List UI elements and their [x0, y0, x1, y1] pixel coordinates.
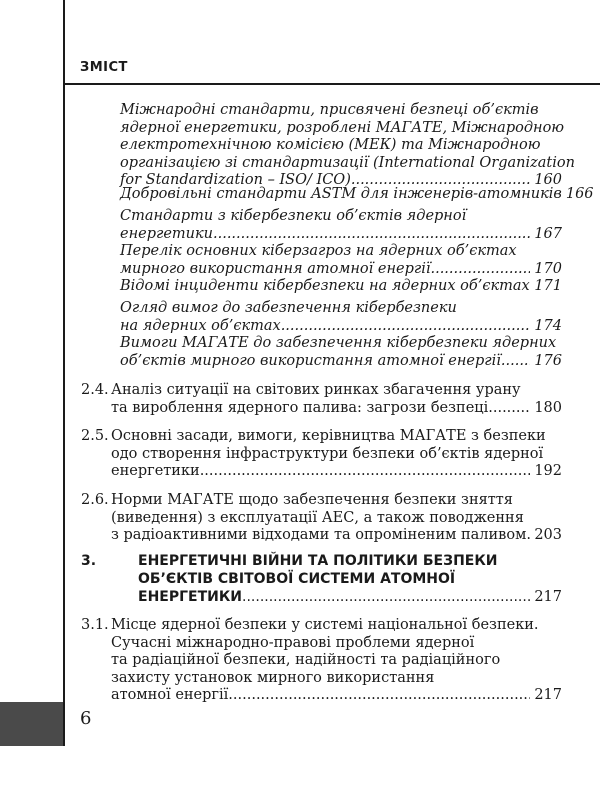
toc-page-number: 176	[534, 352, 562, 369]
toc-section-entry[interactable]	[81, 382, 562, 417]
toc-page-number: 171	[534, 278, 562, 294]
toc-entry-text: (виведення) з експлуатації АЕС, а також поводження	[111, 509, 524, 526]
toc-entry-line	[120, 353, 562, 371]
page-header-title: ЗМІСТ	[80, 60, 128, 75]
toc-entry-line	[120, 243, 562, 261]
dot-leader	[501, 353, 530, 371]
toc-entry-line	[120, 226, 562, 244]
toc-page-number: 160	[534, 172, 562, 188]
toc-entry-text: Добровільні стандарти ASTM для інженерів-атомників	[120, 186, 562, 202]
toc-entry-line	[111, 617, 562, 635]
toc-entry-line	[111, 428, 562, 446]
toc-page-number: 174	[534, 317, 562, 334]
toc-page-number: 217	[534, 589, 562, 605]
dot-leader	[228, 687, 530, 705]
toc-chapter-entry[interactable]	[81, 552, 562, 606]
toc-section-entry[interactable]	[81, 617, 562, 705]
toc-entry-text: та радіаційної безпеки, надійності та радіаційного	[111, 652, 501, 668]
toc-entry-text: з радіоактивними відходами та опроміненим паливом	[111, 527, 527, 543]
toc-subentry[interactable]	[120, 335, 562, 370]
toc-section-body	[111, 617, 562, 705]
toc-section-number: 2.4.	[81, 382, 109, 398]
toc-subentry[interactable]	[120, 208, 562, 243]
toc-section-entry[interactable]	[81, 428, 562, 481]
toc-section-entry[interactable]	[81, 492, 562, 545]
dot-leader	[281, 318, 531, 336]
page-corner-bar	[0, 702, 63, 746]
toc-page-number: 217	[534, 687, 562, 703]
toc-entry-line	[111, 446, 562, 464]
toc-subentry[interactable]	[120, 186, 594, 204]
toc-entry-text: енергетики	[111, 463, 200, 479]
toc-section-number: 2.5.	[81, 428, 109, 444]
toc-entry-line	[138, 552, 562, 570]
toc-section-body	[111, 428, 562, 481]
dot-leader	[242, 588, 530, 606]
left-border-line	[63, 0, 65, 746]
toc-entry-text: Стандарти з кібербезпеки об’єктів ядерної	[120, 208, 467, 224]
toc-entry-line	[111, 687, 562, 705]
toc-entry-text: Аналіз ситуації на світових ринках збагачення урану	[111, 382, 521, 398]
toc-entry-text: на ядерних об’єктах	[120, 317, 281, 334]
toc-entry-text: одо створення інфраструктури безпеки об’єктів ядерної	[111, 445, 544, 462]
toc-entry-text: Норми МАГАТЕ щодо забезпечення безпеки зняття	[111, 492, 513, 508]
toc-entry-text: Вимоги МАГАТЕ до забезпечення кібербезпеки ядерних	[120, 335, 557, 351]
toc-entry-text: енергетики	[120, 225, 213, 242]
toc-chapter-number: 3.	[81, 553, 97, 569]
toc-entry-text: ОБ’ЄКТІВ СВІТОВОЇ СИСТЕМИ АТОМНОЇ	[138, 571, 456, 587]
toc-entry-line	[120, 137, 562, 155]
toc-entry-text: мирного використання атомної енергії	[120, 260, 431, 277]
toc-section-number: 2.6.	[81, 492, 109, 508]
toc-entry-text: атомної енергії	[111, 687, 229, 703]
dot-leader	[488, 400, 530, 418]
toc-entry-line	[111, 652, 562, 670]
toc-page-number: 166	[565, 186, 594, 202]
toc-entry-line	[120, 119, 565, 138]
toc-entry-text: Основні засади, вимоги, керівництва МАГАТЕ з безпеки	[111, 428, 546, 444]
toc-entry-line	[111, 527, 562, 545]
toc-entry-line	[138, 588, 562, 606]
toc-entry-text: Місце ядерної безпеки у системі національної безпеки.	[111, 617, 539, 633]
toc-entry-text: Відомі інциденти кібербезпеки на ядерних об’єктах	[120, 278, 530, 294]
toc-entry-text: Міжнародні стандарти, присвячені безпеці об’єктів	[120, 102, 539, 118]
toc-subentry[interactable]	[120, 102, 575, 190]
toc-entry-line	[120, 300, 562, 318]
toc-entry-line	[120, 318, 562, 336]
toc-entry-text: for Standardization – ISO/ ICO).	[120, 172, 356, 188]
toc-entry-text: Перелік основних кіберзагроз на ядерних об’єктах	[120, 243, 517, 259]
toc-entry-line	[120, 278, 562, 296]
toc-section-body	[111, 382, 562, 417]
toc-entry-line	[120, 102, 562, 120]
toc-page-number: 167	[534, 225, 562, 242]
toc-entry-line	[111, 382, 562, 400]
dot-leader	[430, 261, 530, 279]
toc-entry-text: та вироблення ядерного палива: загрози безпеці	[111, 399, 489, 416]
toc-page-number: 203	[534, 527, 562, 543]
toc-entry-line	[111, 510, 562, 528]
toc-entry-line	[120, 261, 562, 279]
dot-leader	[213, 226, 530, 244]
toc-entry-line	[111, 670, 562, 688]
toc-page-number: 180	[534, 399, 562, 416]
toc-subentry[interactable]	[120, 300, 562, 335]
toc-entry-line	[111, 463, 562, 481]
toc-subentry[interactable]	[120, 278, 562, 296]
toc-entry-text: Огляд вимог до забезпечення кібербезпеки	[120, 300, 457, 316]
toc-subentry[interactable]	[120, 243, 562, 278]
toc-entry-text: об’єктів мирного використання атомної енергії	[120, 352, 501, 369]
toc-entry-line	[120, 154, 575, 173]
toc-section-body	[111, 492, 562, 545]
toc-entry-text: ЕНЕРГЕТИЧНІ ВІЙНИ ТА ПОЛІТИКИ БЕЗПЕКИ	[138, 553, 498, 569]
page-number: 6	[80, 708, 92, 729]
toc-entry-text: ядерної енергетики, розроблені МАГАТЕ, Міжнародною	[120, 119, 565, 136]
toc-entry-line	[111, 635, 562, 653]
toc-entry-text: організацією зі стандартизації (International Organization	[120, 154, 575, 171]
toc-entry-line	[138, 570, 562, 588]
toc-entry-line	[111, 492, 562, 510]
toc-page-number: 170	[534, 260, 562, 277]
header-rule	[63, 83, 600, 85]
toc-section-number: 3.1.	[81, 617, 109, 633]
toc-page-number: 192	[534, 463, 562, 479]
toc-entry-line	[120, 208, 562, 226]
toc-entry-text: електротехнічною комісією (МЕК) та Міжнародною	[120, 137, 541, 153]
toc-entry-line	[120, 186, 594, 204]
toc-entry-text: захисту установок мирного використання	[111, 669, 435, 686]
toc-entry-line	[120, 335, 562, 353]
toc-entry-text: Сучасні міжнародно-правові проблеми ядерної	[111, 634, 475, 651]
dot-leader	[200, 463, 531, 481]
toc-chapter-body	[138, 552, 562, 606]
toc-entry-line	[111, 400, 562, 418]
toc-entry-text: ЕНЕРГЕТИКИ	[138, 589, 243, 605]
